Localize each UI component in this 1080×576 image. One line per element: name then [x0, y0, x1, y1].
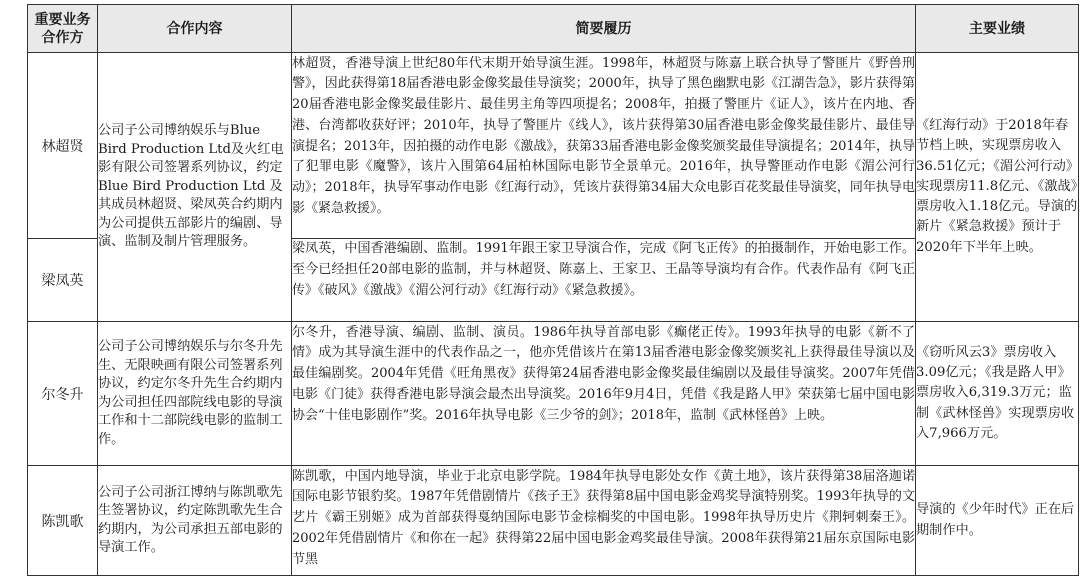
partner-name: 梁凤英 — [28, 239, 98, 322]
main-performance: 导演的《少年时代》正在后期制作中。 — [916, 466, 1079, 576]
header-partner: 重要业务合作方 — [28, 5, 98, 53]
table-row — [28, 322, 1079, 466]
cooperation-content: 公司子公司博纳娱乐与尔冬升先生、无限映画有限公司签署系列协议，约定尔冬升先生合约期内为公司担任四部院线电影的导演工作和十二部院线电影的监制工作。 — [98, 322, 292, 466]
bio-text: 陈凯歌，中国内地导演，毕业于北京电影学院。1984年执导电影处女作《黄土地》，该片获得第38届洛迦诺国际电影节银豹奖。1987年凭借剧情片《孩子王》获得第8届中国电影金鸡奖导演特别奖。1993年执导的文艺片《霸王别姬》成为首部获得戛纳国际电影节金棕榈奖的中国电影。1998年执导历史片《荆轲刺秦王》。2002年凭借剧情片《和你在一起》获得第22届中国电影金鸡奖最佳导演。2008年获得第21届东京国际电影节黑 — [292, 468, 915, 567]
partner-name: 尔冬升 — [28, 322, 98, 466]
brief-bio — [292, 239, 916, 322]
bio-text: 梁凤英，中国香港编剧、监制。1991年跟王家卫导演合作，完成《阿飞正传》的拍摄制作，开始电影工作。至今已经担任20部电影的监制，并与林超贤、陈嘉上、王家卫、王晶等导演均有合作。代表作品有《阿飞正传》《破风》《激战》《湄公河行动》《红海行动》《紧急救援》。 — [292, 241, 915, 298]
header-bio: 简要履历 — [292, 5, 916, 53]
header-content: 合作内容 — [98, 5, 292, 53]
main-performance: 《窃听风云3》票房收入3.09亿元；《我是路人甲》票房收入6,319.3万元；监制《武林怪兽》实现票房收入7,966万元。 — [916, 322, 1079, 466]
table-row — [28, 53, 1079, 239]
brief-bio — [292, 322, 916, 466]
main-performance: 《红海行动》于2018年春节档上映，实现票房收入36.51亿元；《湄公河行动》实现票房11.8亿元、《激战》票房收入1.18亿元。导演的新片《紧急救援》预计于2020年下半年上映。 — [916, 53, 1079, 322]
partner-name: 陈凯歌 — [28, 466, 98, 576]
brief-bio — [292, 53, 916, 239]
bio-text: 林超贤，香港导演上世纪80年代末期开始导演生涯。1998年，林超贤与陈嘉上联合执导了警匪片《野兽刑警》，因此获得第18届香港电影金像奖最佳导演奖；2000年，执导了黑色幽默电影《江湖告急》，影片获得第20届香港电影金像奖最佳影片、最佳男主角等四项提名；2008年，拍摄了警匪片《证人》，该片在内地、香港、台湾都收获好评；2010年，执导了警匪片《线人》，该片获得第30届香港电影金像奖最佳影片、最佳导演提名；2013年，因拍摄的动作电影《激战》，获第33届香港电影金像奖颁奖最佳导演提名；2014年，执导了犯罪电影《魔警》，该片入围第64届柏林国际电影节全景单元。2016年，执导警匪动作电影《湄公河行动》；2018年，执导军事动作电影《红海行动》，凭该片获得第34届大众电影百花奖最佳导演奖，同年执导电影《紧急救援》。 — [292, 55, 915, 217]
cooperation-content: 公司子公司博纳娱乐与Blue Bird Production Ltd及火红电影有限公司签署系列协议，约定 Blue Bird Production Ltd 及其成员林超贤、梁凤英合约期内为公司提供五部影片的编剧、导演、监制及制片管理服务。 — [98, 53, 292, 322]
table-row — [28, 466, 1079, 576]
brief-bio — [292, 466, 916, 576]
partner-name: 林超贤 — [28, 53, 98, 239]
business-partners-table — [27, 4, 1079, 576]
bio-text: 尔冬升，香港导演、编剧、监制、演员。1986年执导首部电影《癫佬正传》。1993年执导的电影《新不了情》成为其导演生涯中的代表作品之一，他亦凭借该片在第13届香港电影金像奖颁奖礼上获得最佳导演以及最佳编剧奖。2004年凭借《旺角黑夜》获得第24届香港电影金像奖最佳编剧以及最佳导演奖。2007年凭借电影《门徒》获得香港电影导演会最杰出导演奖。2016年9月4日，凭借《我是路人甲》荣获第七届中国电影协会“十佳电影剧作”奖。2016年执导电影《三少爷的剑》；2018年，监制《武林怪兽》上映。 — [292, 324, 915, 423]
cooperation-content: 公司子公司浙江博纳与陈凯歌先生签署协议，约定陈凯歌先生合约期内，为公司承担五部电影的导演工作。 — [98, 466, 292, 576]
header-performance: 主要业绩 — [916, 5, 1079, 53]
header-row — [28, 5, 1079, 53]
